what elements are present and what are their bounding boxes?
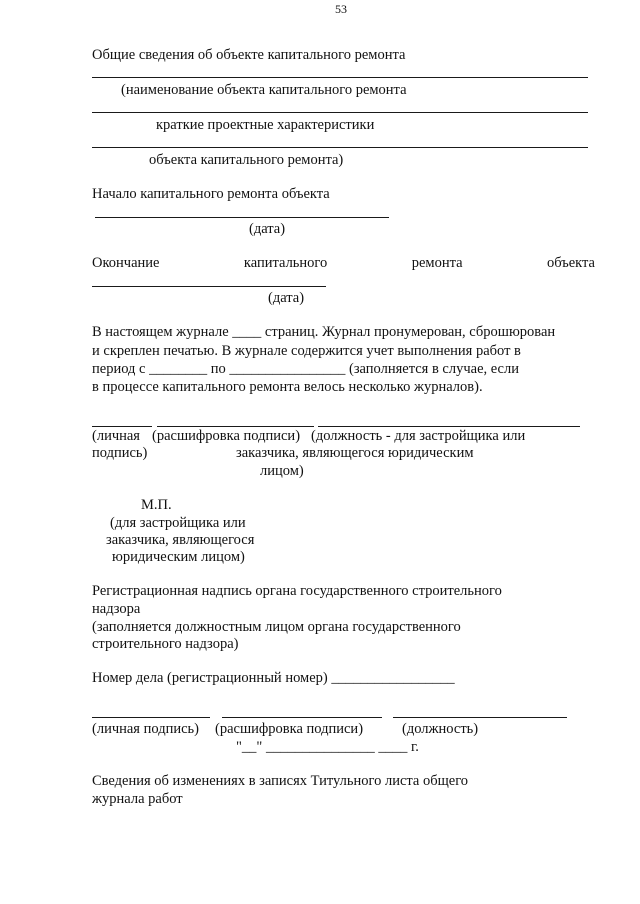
start-date-line [95,217,389,218]
position-caption: лицом) [260,463,304,479]
signature-transcript-line-2 [222,717,382,718]
changes-line: журнала работ [92,791,183,807]
journal-line: и скреплен печатью. В журнале содержится учет выполнения работ в [92,343,521,359]
stamp-caption: (для застройщика или [110,515,246,531]
registration-line: (заполняется должностным лицом органа государственного [92,619,461,635]
general-info-title: Общие сведения об объекте капитального ремонта [92,47,406,63]
end-word: Окончание [92,255,160,271]
signature-transcript-line [157,426,314,427]
journal-line: в процессе капитального ремонта велось несколько журналов). [92,379,483,395]
personal-signature-line-2 [92,717,210,718]
signature-date-line: "__" _______________ ____ г. [236,739,419,755]
personal-signature-caption: подпись) [92,445,148,461]
journal-line: период с ________ по ________________ (заполняется в случае, если [92,361,519,377]
stamp-caption: заказчика, являющегося [106,532,255,548]
end-word: ремонта [411,255,463,271]
case-number-label: Номер дела (регистрационный номер) _________________ [92,670,455,686]
personal-signature-caption-2: (личная подпись) [92,721,199,737]
position-caption: (должность - для застройщика или [311,428,526,444]
object-name-line [92,77,588,78]
object-name-caption: (наименование объекта капитального ремонта [121,82,407,98]
end-date-line [92,286,326,287]
end-word: капитального [243,255,328,271]
personal-signature-line [92,426,152,427]
object-characteristics-caption: объекта капитального ремонта) [149,152,344,168]
end-word: объекта [546,255,595,271]
stamp-caption: юридическим лицом) [112,549,245,565]
registration-line: строительного надзора) [92,636,239,652]
journal-line: В настоящем журнале ____ страниц. Журнал пронумерован, сброшюрован [92,324,556,340]
end-label [92,256,595,271]
brief-characteristics-caption: краткие проектные характеристики [156,117,375,133]
position-line-2 [393,717,567,718]
signature-transcript-caption: (расшифровка подписи) [152,428,301,444]
start-label: Начало капитального ремонта объекта [92,186,330,202]
signature-transcript-caption-2: (расшифровка подписи) [215,721,364,737]
position-caption-2: (должность) [402,721,479,737]
end-date-caption: (дата) [268,290,305,306]
changes-line: Сведения об изменениях в записях Титульного листа общего [92,773,469,789]
start-date-caption: (дата) [249,221,286,237]
position-caption: заказчика, являющегося юридическим [236,445,474,461]
stamp-label: М.П. [141,497,172,513]
brief-characteristics-line [92,112,588,113]
registration-line: Регистрационная надпись органа государственного строительного [92,583,502,599]
object-characteristics-line [92,147,588,148]
registration-line: надзора [92,601,141,617]
position-line [318,426,580,427]
personal-signature-caption: (личная [92,428,140,444]
page-number: 53 [335,2,347,16]
